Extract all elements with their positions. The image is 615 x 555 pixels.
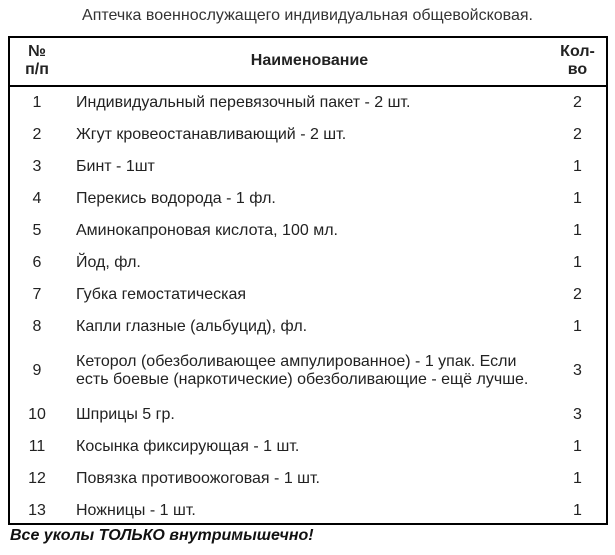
row-name: Бинт - 1шт xyxy=(76,158,155,175)
row-quantity: 1 xyxy=(573,190,582,207)
row-quantity: 3 xyxy=(573,406,582,423)
table-row xyxy=(9,343,606,399)
row-number: 10 xyxy=(28,406,46,423)
table-row xyxy=(9,215,606,247)
row-quantity: 1 xyxy=(573,158,582,175)
row-name: Индивидуальный перевязочный пакет - 2 шт. xyxy=(76,94,411,111)
row-name: Жгут кровеостанавливающий - 2 шт. xyxy=(76,126,347,143)
header-number: № п/п xyxy=(9,37,65,86)
table-row xyxy=(9,431,606,463)
table-row xyxy=(9,279,606,311)
row-name: Косынка фиксирующая - 1 шт. xyxy=(76,438,300,455)
row-number: 2 xyxy=(32,126,42,143)
table-row xyxy=(9,463,606,495)
row-name: Капли глазные (альбуцид), фл. xyxy=(76,318,308,335)
injection-note: Все уколы ТОЛЬКО внутримышечно! xyxy=(10,527,314,544)
row-name: Ножницы - 1 шт. xyxy=(76,502,196,519)
header-quantity: Кол- во xyxy=(549,37,606,86)
table-row xyxy=(9,247,606,279)
header-name: Наименование xyxy=(65,37,549,86)
first-aid-kit-table xyxy=(9,37,606,527)
table-row xyxy=(9,399,606,431)
row-quantity: 1 xyxy=(573,222,582,239)
row-quantity: 1 xyxy=(573,438,582,455)
row-quantity: 1 xyxy=(573,470,582,487)
row-number: 11 xyxy=(28,438,46,455)
row-quantity: 1 xyxy=(573,254,582,271)
row-name: Кеторол (обезболивающее ампулированное) - 1 упак. Если есть боевые (наркотические) обезболивающие - ещё лучше. xyxy=(76,353,529,388)
row-name: Перекись водорода - 1 фл. xyxy=(76,190,276,207)
table-header-row xyxy=(9,37,606,86)
row-number: 1 xyxy=(32,94,42,111)
row-number: 4 xyxy=(32,190,42,207)
row-number: 9 xyxy=(32,362,42,379)
row-name: Шприцы 5 гр. xyxy=(76,406,175,423)
row-name: Йод, фл. xyxy=(76,254,141,271)
table-row xyxy=(9,495,606,527)
row-quantity: 3 xyxy=(573,362,582,379)
row-number: 7 xyxy=(32,286,42,303)
table-row xyxy=(9,311,606,343)
row-quantity: 2 xyxy=(573,126,582,143)
row-quantity: 1 xyxy=(573,318,582,335)
table-row xyxy=(9,86,606,119)
row-number: 12 xyxy=(28,470,46,487)
row-name: Повязка противоожоговая - 1 шт. xyxy=(76,470,320,487)
row-number: 3 xyxy=(32,158,42,175)
table-row xyxy=(9,119,606,151)
row-quantity: 2 xyxy=(573,286,582,303)
table-row xyxy=(9,183,606,215)
row-number: 13 xyxy=(28,502,46,519)
document-title: Аптечка военнослужащего индивидуальная общевойсковая. xyxy=(82,7,533,24)
row-number: 5 xyxy=(32,222,42,239)
row-number: 6 xyxy=(32,254,42,271)
row-quantity: 2 xyxy=(573,94,582,111)
row-number: 8 xyxy=(32,318,42,335)
row-name: Аминокапроновая кислота, 100 мл. xyxy=(76,222,338,239)
row-quantity: 1 xyxy=(573,502,582,519)
row-name: Губка гемостатическая xyxy=(76,286,247,303)
table-row xyxy=(9,151,606,183)
